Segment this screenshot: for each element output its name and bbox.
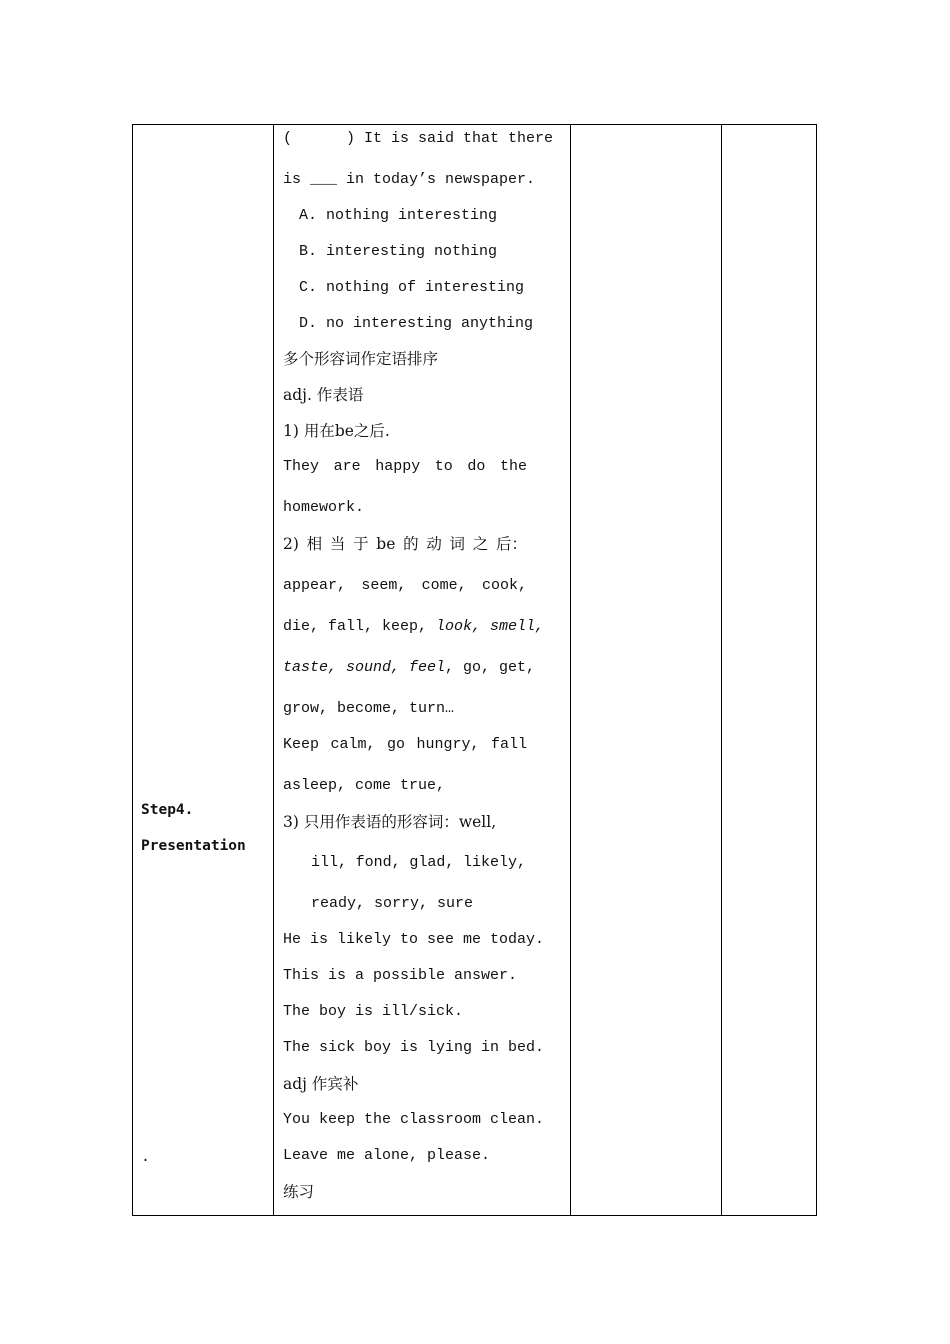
- heading-object-complement: adj 作宾补: [283, 1075, 359, 1093]
- example-6: The sick boy is lying in bed.: [283, 1039, 545, 1056]
- heading-multiple-adjectives: 多个形容词作定语排序: [283, 350, 439, 368]
- question-line-1: ( ) It is said that there: [283, 130, 554, 147]
- example-7: You keep the classroom clean.: [283, 1111, 545, 1128]
- step-title: Step4.: [141, 802, 194, 818]
- column-divider: [570, 125, 571, 1215]
- option-b: B. interesting nothing: [299, 243, 498, 260]
- option-d: D. no interesting anything: [299, 315, 534, 332]
- verbs-line-2: die, fall, keep, look, smell,: [283, 618, 545, 635]
- heading-predicative: adj. 作表语: [283, 386, 364, 404]
- verbs-line-1: appear, seem, come, cook,: [283, 577, 527, 594]
- example-2-line-1: Keep calm, go hungry, fall: [283, 736, 527, 753]
- sense-verbs-italic: look, smell,: [436, 618, 545, 635]
- rule-3: 3) 只用作表语的形容词：well,: [283, 813, 497, 831]
- verbs-line-4: grow, become, turn…: [283, 700, 455, 717]
- answer-blank-paren: ( ): [283, 130, 356, 147]
- sense-verbs-italic: taste, sound, feel: [283, 659, 446, 676]
- column-divider: [721, 125, 722, 1215]
- example-3: He is likely to see me today.: [283, 931, 545, 948]
- heading-practice: 练习: [283, 1183, 315, 1201]
- question-line-2: is ___ in today’s newspaper.: [283, 171, 536, 188]
- example-2-line-2: asleep, come true,: [283, 777, 446, 794]
- example-5: The boy is ill/sick.: [283, 1003, 464, 1020]
- rule-3-line-3: ready, sorry, sure: [311, 895, 474, 912]
- lesson-plan-table: [132, 124, 817, 1216]
- rule-3-line-2: ill, fond, glad, likely,: [311, 854, 526, 871]
- option-c: C. nothing of interesting: [299, 279, 525, 296]
- step-subtitle: Presentation: [141, 838, 246, 854]
- stray-dot: .: [141, 1149, 151, 1166]
- example-1-line-1: They are happy to do the: [283, 458, 527, 475]
- option-a: A. nothing interesting: [299, 207, 498, 224]
- example-1-line-2: homework.: [283, 499, 365, 516]
- verbs-line-3: taste, sound, feel, go, get,: [283, 659, 536, 676]
- rule-1: 1) 用在be之后.: [283, 422, 390, 440]
- example-8: Leave me alone, please.: [283, 1147, 491, 1164]
- rule-2: 2) 相 当 于 be 的 动 词 之 后：: [283, 535, 527, 553]
- example-4: This is a possible answer.: [283, 967, 518, 984]
- column-divider: [273, 125, 274, 1215]
